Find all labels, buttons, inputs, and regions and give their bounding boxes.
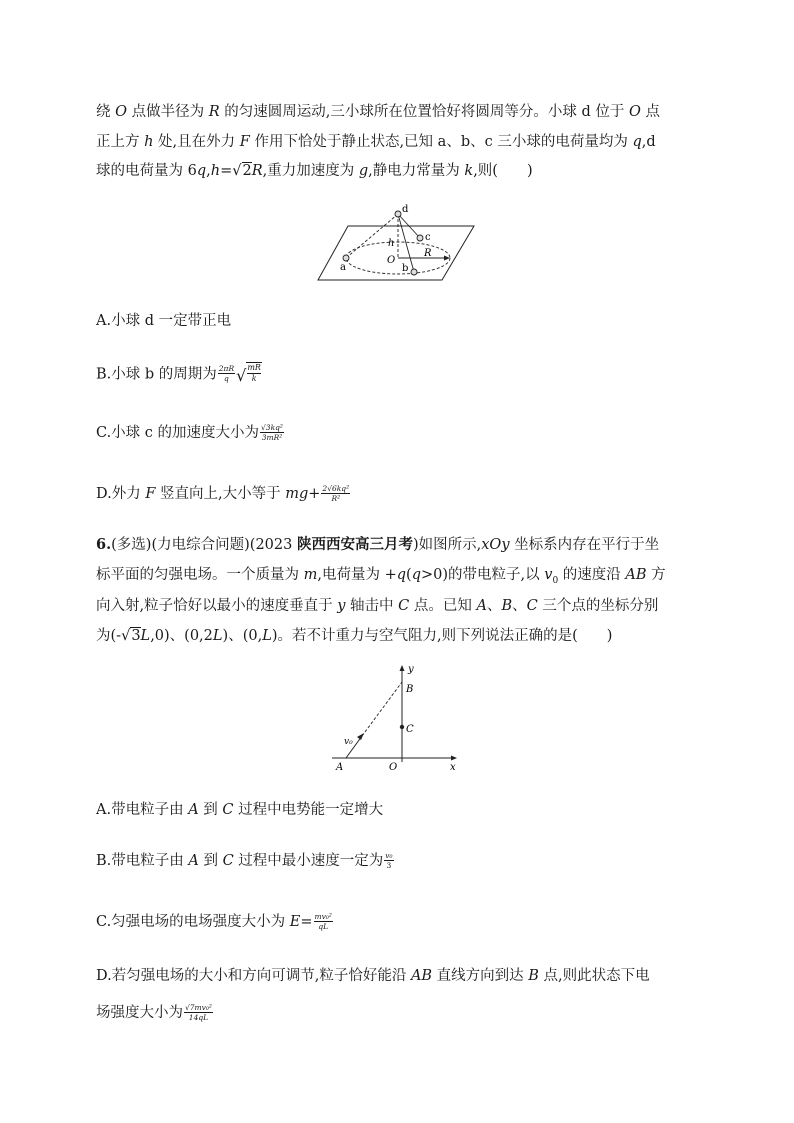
label-A: A [336, 762, 344, 773]
q6-option-c: C.匀强电场的电场强度大小为 E= $\frac{\text{mv₀²}}{qL}$ [96, 911, 332, 931]
q6-option-b: B.带电粒子由 A 到 C 过程中最小速度一定为 $\frac{\text{v₀}}{3}$ [96, 850, 393, 870]
q6-option-a: A.带电粒子由 A 到 C 过程中电势能一定增大 [96, 802, 384, 818]
label-x: x [450, 762, 456, 773]
q6-stem-line-1: 6.(多选)(力电综合问题)(2023 陕西西安高三月考)如图所示,xOy 坐标系内存在平行于坐 [96, 536, 660, 553]
point-c [400, 725, 404, 729]
q5-figure [314, 200, 484, 290]
ball-b [411, 269, 417, 275]
q6-stem-line-3: 向入射,粒子恰好以最小的速度垂直于 y 轴击中 C 点。已知 A、B、C 三个点的坐标分别 [96, 598, 659, 614]
label-v0: v₀ [344, 737, 353, 747]
q6-option-d-line-2: 场强度大小为 $\frac{\text{√7mv₀²}}{14qL}$ [96, 1002, 212, 1022]
label-a: a [340, 262, 346, 273]
label-O: O [389, 762, 398, 773]
label-c: c [425, 232, 431, 243]
q6-option-d-line-1: D.若匀强电场的大小和方向可调节,粒子恰好能沿 AB 直线方向到达 B 点,则此状态下电 [96, 968, 650, 984]
q5-option-c: C.小球 c 的加速度大小为 $\frac{\text{√3kq²}}{\text{3mR²}}$ [96, 422, 283, 442]
label-O: O [387, 255, 396, 266]
q5-option-d: D.外力 F 竖直向上,大小等于 mg+ $\frac{\text{2√6kq²}}{\text{R²}}$ [96, 483, 350, 503]
ball-d [395, 211, 401, 217]
label-h: h [388, 238, 395, 249]
q5-stem-line-2: 正上方 h 处,且在外力 F 作用下恰处于静止状态,已知 a、b、c 三小球的电荷量均为 q,d [96, 134, 656, 150]
q5-option-b: B.小球 b 的周期为 $\frac{2\pi R}{q}$ √ $\frac{mR}{k}$ [96, 363, 261, 385]
label-C: C [406, 724, 414, 735]
label-b: b [402, 263, 409, 274]
label-R: R [424, 248, 432, 259]
q5-stem-line-3: 球的电荷量为 6q,h=√2R,重力加速度为 g,静电力常量为 k,则( ) [96, 163, 533, 179]
label-d: d [402, 204, 409, 215]
q6-stem-line-2: 标平面的匀强电场。一个质量为 m,电荷量为 +q(q>0)的带电粒子,以 $v_0$ 的速度沿 AB 方 [96, 567, 666, 586]
q5-option-a: A.小球 d 一定带正电 [96, 313, 232, 329]
ball-a [343, 255, 349, 261]
ball-c [417, 235, 423, 241]
q6-stem-line-4: 为(-√3L,0)、(0,2L)、(0,L)。若不计重力与空气阻力,则下列说法正确的是( ) [96, 628, 613, 644]
q6-figure [332, 662, 462, 774]
label-B: B [406, 684, 414, 695]
q5-stem-line-1: 绕 O 点做半径为 R 的匀速圆周运动,三小球所在位置恰好将圆周等分。小球 d 位于 O 点 [96, 104, 660, 120]
label-y: y [408, 664, 414, 675]
